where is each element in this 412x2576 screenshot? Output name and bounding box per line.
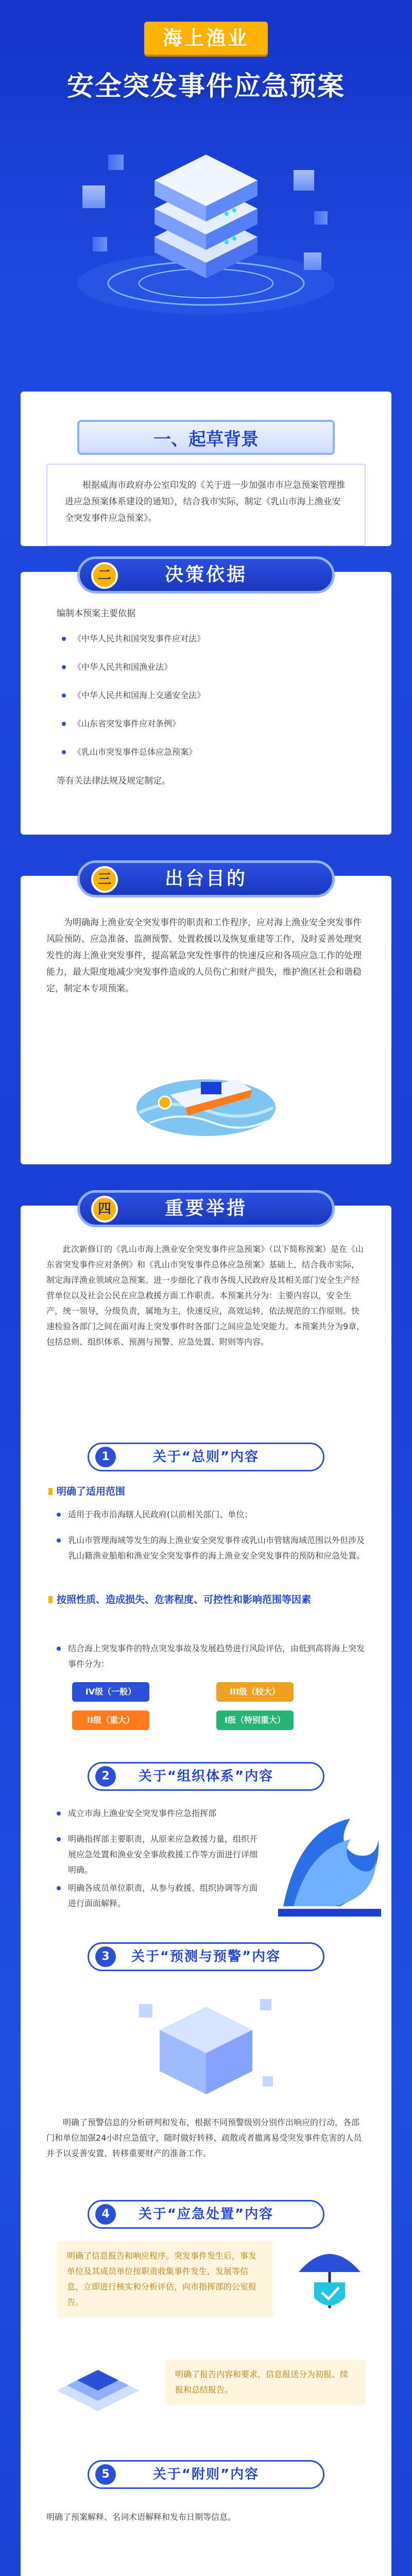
sub-warning-title: 关于“预测与预警”内容 — [131, 1949, 281, 1964]
section-background-body: 根据威海市政府办公室印发的《关于进一步加强市市应急预案管理推进应急预案体系建设的通知》，结合我市实际，制定《乳山市海上渔业安全突发事件应急预案》。 — [46, 464, 366, 546]
level-i-badge: I级（特别重大） — [216, 1710, 294, 1730]
section-purpose-title: 出台目的 — [164, 868, 247, 889]
shield-umbrella-icon — [288, 2236, 371, 2318]
level-ii-badge: II级（重大） — [72, 1710, 149, 1730]
appendix-body: 明确了预案解释、名词术语解释和发布日期等信息。 — [46, 2512, 236, 2522]
basis-item: 《中华人民共和国海上交通安全法》 — [62, 688, 205, 703]
section-measures-head — [77, 1190, 335, 1227]
sub-appendix-title: 关于“附则”内容 — [152, 2467, 260, 2482]
purpose-body: 为明确海上渔业安全突发事件的职责和工作程序，应对海上渔业安全突发事件风险预防、应急准备、监测预警、处置救援以及恢复重建等工作，及时妥善处理突发性的海上渔业突发事件，提高紧急突发性事件的快速反应和各项应急工作的处理能力，最大限度地减少突发事件造成的人员伤亡和财产损失，维护渔区社会和谐稳定，制定本专项预案。 — [46, 918, 362, 994]
section-measures-number: 四 — [91, 1196, 118, 1223]
basis-intro: 编制本预案主要依据 — [57, 608, 135, 619]
sub-appendix-head — [88, 2460, 324, 2489]
organization-item: 明确各成员单位职责，从参与救援、组织协调等方面进行面面解释。 — [57, 1880, 263, 1911]
data-cube-icon — [129, 1984, 283, 2107]
basis-item: 《中华人民共和国渔业法》 — [62, 659, 172, 675]
server-illustration-icon — [62, 108, 350, 325]
sub-warning-head — [88, 1942, 324, 1971]
sub-general-head — [88, 1443, 324, 1471]
hero-title: 安全突发事件应急预案 — [66, 71, 345, 102]
sub-organization-number: 2 — [95, 1766, 116, 1787]
sub-response-title: 关于“应急处置”内容 — [138, 2207, 274, 2222]
rescue-boat-icon — [134, 1051, 278, 1144]
basis-item: 《中华人民共和国突发事件应对法》 — [62, 631, 205, 647]
section-basis-title: 决策依据 — [164, 564, 247, 585]
warning-body: 明确了预警信息的分析研判和发布，根据不同预警级别分别作出响应的行动，各部门和单位加强24小时应急值守，随时做好转移、疏散或者撤离易受突发事件危害的人员并予以妥善安置、转移重要财产的准备工作。 — [46, 2117, 362, 2158]
basis-tail: 等有关法律法规及规定制定。 — [57, 776, 170, 786]
sub-organization-head — [88, 1762, 324, 1791]
scope-item: 适用于我市沿海辖人民政府(以前相关部门、单位； — [57, 1507, 366, 1522]
level-iii-badge: III级（较大） — [216, 1682, 294, 1702]
sub-appendix-number: 5 — [95, 2464, 116, 2485]
hero-tag: 海上渔业 — [144, 22, 268, 55]
wave-icon — [278, 1798, 381, 1917]
sub-general-title: 关于“总则”内容 — [152, 1449, 260, 1465]
scope-label: 明确了适用范围 — [57, 1484, 125, 1499]
classification-label: 按照性质、造成损失、危害程度、可控性和影响范围等因素 — [57, 1592, 345, 1607]
report-content-box: 明确了报告内容和要求，信息报送分为初报、续报和总结报告。 — [165, 2360, 366, 2405]
scope-item: 乳山市管理海域等发生的海上渔业安全突发事件或乳山市管辖海域范围以外但涉及乳山籍渔业船舶和渔业安全突发事件的海上渔业安全突发事件的预防和应急处置。 — [57, 1533, 366, 1564]
section-measures-title: 重要举措 — [164, 1198, 247, 1219]
sub-response-number: 4 — [95, 2204, 116, 2225]
document-stack-icon — [46, 2349, 149, 2421]
sub-response-head — [88, 2200, 324, 2229]
section-purpose-head — [77, 860, 335, 897]
section-basis-number: 二 — [91, 562, 118, 589]
measures-intro: 此次新修订的《乳山市海上渔业安全突发事件应急预案》（以下简称预案）是在《山东省突发事件应对条例》和《乳山市突发事件总体应急预案》基础上，结合我市实际，制定海洋渔业领域应急预案。进一步细化了我市各级人民政府及其相关部门安全生产经营单位以及社会公民在应急救援方面工作职责。本预案共分为：主要内容以，安全生产，统一领导，分级负责，属地为主，快速反应，高效运转，依法规范的工作原则。快速检验各部门之间在面对海上突发事件时各部门之间应急处突能力。本预案共分为9章，包括总则、组织体系、预测与预警、应急处置、附则等内容。 — [46, 1244, 365, 1347]
hero-banner — [0, 0, 412, 330]
section-purpose-number: 三 — [91, 866, 118, 893]
sub-organization-title: 关于“组织体系”内容 — [138, 1769, 274, 1784]
classification-item: 结合海上突发事件的特点突发事故及发展趋势进行风险评估，由低到高将海上突发事件分为： — [57, 1641, 366, 1672]
organization-item: 成立市海上渔业安全突发事件应急指挥部 — [57, 1806, 263, 1821]
basis-item: 《山东省突发事件应对条例》 — [62, 716, 180, 732]
basis-item: 《乳山市突发事件总体应急预案》 — [62, 744, 197, 760]
sub-general-number: 1 — [95, 1447, 116, 1467]
section-basis-head — [77, 556, 335, 594]
organization-item: 明确指挥部主要职责，从原来应急救援力量，组织开展应急处置和渔业安全事故救援工作等方面进行详细明确。 — [57, 1832, 263, 1878]
level-iv-badge: IV级（一般） — [72, 1682, 149, 1702]
response-procedure-box: 明确了信息报告和响应程序。突发事件发生后，事发单位及其成员单位按职责收集事件发生，发展等信息，立即进行核实和分析评估，向市指挥部的公室报告。 — [57, 2241, 273, 2317]
section-background-title: 一、起草背景 — [77, 420, 335, 455]
sub-warning-number: 3 — [95, 1946, 116, 1967]
